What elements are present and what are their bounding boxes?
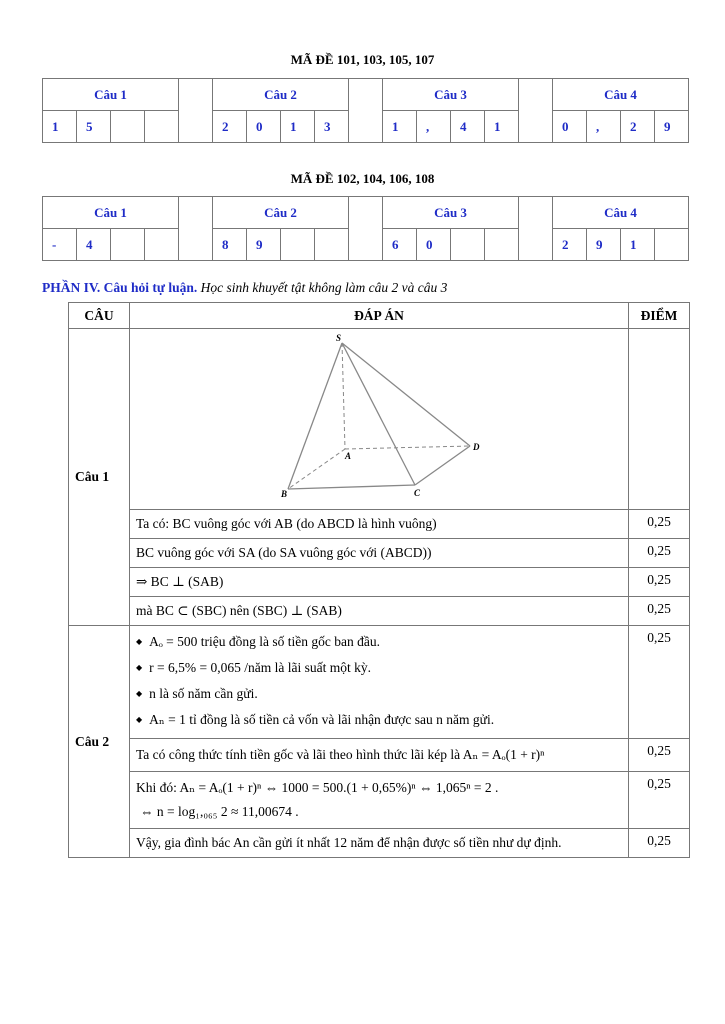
- table-row: [69, 568, 690, 597]
- given-item: ◆ Aₙ = 1 tỉ đồng là số tiền cả vốn và lãi nhận được sau n năm gửi.: [136, 708, 622, 734]
- answer-digit: 3: [315, 111, 349, 143]
- answer-text: Ta có: BC vuông góc với AB (do ABCD là hình vuông): [130, 510, 629, 539]
- score-cell: 0,25: [629, 539, 690, 568]
- vertex-label: S: [336, 333, 342, 343]
- answer-digit: [111, 229, 145, 261]
- spacer-cell: [519, 197, 553, 261]
- answer-digit: 1: [383, 111, 417, 143]
- question-header: Câu 3: [383, 79, 519, 111]
- answer-grid-header-row: [43, 197, 689, 229]
- part-heading: [42, 280, 447, 296]
- pyramid-figure: [130, 329, 627, 505]
- given-data-cell: [130, 626, 629, 739]
- answer-digit: 9: [587, 229, 621, 261]
- answer-digit: [451, 229, 485, 261]
- spacer-cell: [179, 197, 213, 261]
- given-item: ◆ n là số năm cần gửi.: [136, 682, 622, 708]
- conclusion-text: Vậy, gia đình bác An cần gửi ít nhất 12 năm để nhận được số tiền như dự định.: [130, 829, 629, 858]
- formula-text: Ta có công thức tính tiền gốc và lãi theo hình thức lãi kép là Aₙ = Aₒ(1 + r)ⁿ: [130, 739, 629, 772]
- essay-answer-table: [68, 302, 690, 858]
- answer-digit: 2: [553, 229, 587, 261]
- answer-digit: 0: [247, 111, 281, 143]
- score-cell: 0,25: [629, 739, 690, 772]
- answer-text: mà BC ⊂ (SBC) nên (SBC) ⊥ (SAB): [130, 597, 629, 626]
- answer-digit: [145, 111, 179, 143]
- vertex-label: B: [281, 489, 288, 499]
- vertex-label: A: [345, 451, 352, 461]
- answer-digit: 9: [655, 111, 689, 143]
- answer-text: ⇒ BC ⊥ (SAB): [130, 568, 629, 597]
- answer-digit: 4: [451, 111, 485, 143]
- given-item: ◆ Aₒ = 500 triệu đồng là số tiền gốc ban đầu.: [136, 630, 622, 656]
- spacer-cell: [179, 79, 213, 143]
- part-label: PHẦN IV. Câu hỏi tự luận.: [42, 280, 198, 295]
- answer-text: BC vuông góc với SA (do SA vuông góc với (ABCD)): [130, 539, 629, 568]
- score-cell: 0,25: [629, 829, 690, 858]
- solution-cell: [130, 772, 629, 829]
- col-answer-header: ĐÁP ÁN: [130, 303, 629, 329]
- pyramid-figure-cell: [130, 329, 629, 510]
- col-score-header: ĐIỂM: [629, 303, 690, 329]
- answer-digit: 5: [77, 111, 111, 143]
- score-cell: 0,25: [629, 772, 690, 829]
- answer-digit: 0: [417, 229, 451, 261]
- answer-digit: ,: [417, 111, 451, 143]
- solution-line: ⇔ n = log₁,₀₆₅ 2 ≈ 11,00674 .: [140, 804, 299, 819]
- answer-digit: 0: [553, 111, 587, 143]
- answer-grid-2: [42, 196, 689, 261]
- spacer-cell: [349, 79, 383, 143]
- answer-digit: 1: [621, 229, 655, 261]
- score-cell: 0,25: [629, 597, 690, 626]
- part-note: Học sinh khuyết tật không làm câu 2 và câu 3: [200, 280, 448, 295]
- spacer-cell: [519, 79, 553, 143]
- question-header: Câu 4: [553, 197, 689, 229]
- table-row: [69, 626, 690, 739]
- table-row: [69, 329, 690, 510]
- table-header-row: [69, 303, 690, 329]
- answer-digit: 1: [281, 111, 315, 143]
- answer-digit: -: [43, 229, 77, 261]
- answer-digit: [111, 111, 145, 143]
- answer-digit: 4: [77, 229, 111, 261]
- question-header: Câu 1: [43, 79, 179, 111]
- question-header: Câu 3: [383, 197, 519, 229]
- spacer-cell: [349, 197, 383, 261]
- answer-digit: [655, 229, 689, 261]
- col-question-header: CÂU: [69, 303, 130, 329]
- answer-digit: 1: [485, 111, 519, 143]
- vertex-label: D: [473, 442, 480, 452]
- question-header: Câu 1: [43, 197, 179, 229]
- question-label: Câu 1: [69, 329, 130, 626]
- vertex-label: C: [414, 488, 421, 498]
- table-row: [69, 597, 690, 626]
- answer-code-title-1: MÃ ĐỀ 101, 103, 105, 107: [290, 52, 435, 67]
- answer-digit: [145, 229, 179, 261]
- answer-digit: 2: [621, 111, 655, 143]
- question-label: Câu 2: [69, 626, 130, 858]
- table-row: [69, 539, 690, 568]
- table-row: [69, 510, 690, 539]
- answer-digit: 8: [213, 229, 247, 261]
- question-header: Câu 2: [213, 79, 349, 111]
- answer-digit: 1: [43, 111, 77, 143]
- question-header: Câu 4: [553, 79, 689, 111]
- score-cell: 0,25: [629, 568, 690, 597]
- solution-line: Khi đó: Aₙ = Aₒ(1 + r)ⁿ ⇔ 1000 = 500.(1 + 0,65%)ⁿ ⇔ 1,065ⁿ = 2 .: [136, 780, 499, 795]
- answer-digit: [485, 229, 519, 261]
- answer-code-title-2: MÃ ĐỀ 102, 104, 106, 108: [290, 171, 435, 186]
- answer-digit: ,: [587, 111, 621, 143]
- given-item: ◆ r = 6,5% = 0,065 /năm là lãi suất một kỳ.: [136, 656, 622, 682]
- table-row: [69, 829, 690, 858]
- table-row: [69, 772, 690, 829]
- answer-grid-1: [42, 78, 689, 143]
- score-cell: 0,25: [629, 626, 690, 739]
- table-row: [69, 739, 690, 772]
- answer-digit: 2: [213, 111, 247, 143]
- score-cell: [629, 329, 690, 510]
- answer-digit: 9: [247, 229, 281, 261]
- score-cell: 0,25: [629, 510, 690, 539]
- answer-digit: [281, 229, 315, 261]
- answer-digit: 6: [383, 229, 417, 261]
- answer-grid-header-row: [43, 79, 689, 111]
- answer-digit: [315, 229, 349, 261]
- question-header: Câu 2: [213, 197, 349, 229]
